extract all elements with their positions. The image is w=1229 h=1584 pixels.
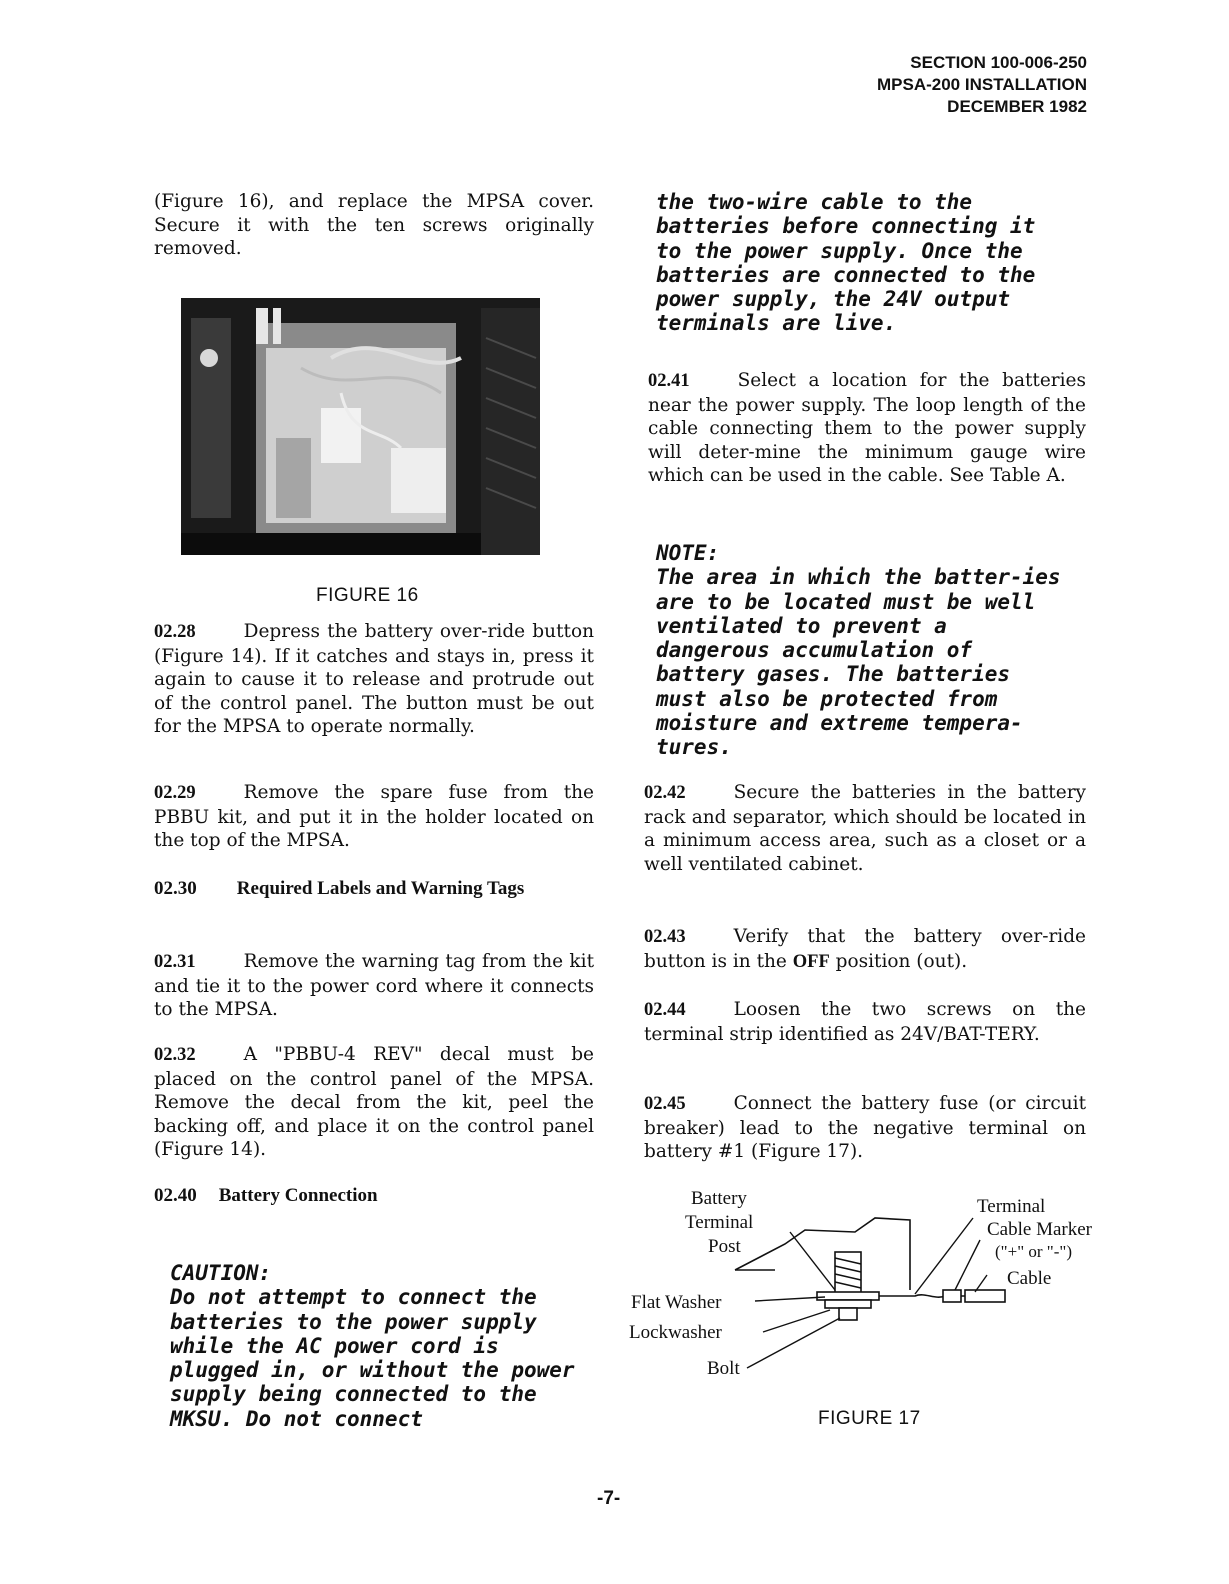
para-0242 [644,781,1086,876]
figure17-caption: FIGURE 17 [818,1408,921,1429]
figure17-diagram [625,1180,1145,1410]
para-0228 [154,620,594,739]
para-number: 02.43 [644,927,686,947]
label-lockwasher: Lockwasher [629,1322,722,1343]
para-0229 [154,781,594,853]
para-number: 02.31 [154,952,196,972]
para-number: 02.29 [154,783,196,803]
para-0241 [648,369,1086,488]
note-label: NOTE: [656,541,720,565]
header-title: MPSA-200 INSTALLATION [877,75,1087,94]
label-cable-marker: Cable Marker [987,1219,1092,1240]
para-text: Secure the batteries in the battery rack and separator, which should be located in a minimum access area, such as a closet or a well ventilated cabinet. [644,782,1086,875]
label-cable: Cable [1007,1268,1052,1289]
caution-continued [656,190,1071,336]
caution-continued-text: the two-wire cable to the batteries before connecting it to the power supply. Once the batteries are connected to the power supply, the 24V output terminals are live. [656,190,1036,336]
left-column-intro [154,190,594,261]
heading-number: 02.40 [154,1185,197,1206]
para-0232 [154,1043,594,1162]
label-bolt: Bolt [707,1358,740,1379]
heading-text: Battery Connection [218,1185,378,1206]
para-text: Remove the spare fuse from the PBBU kit, and put it in the holder located on the top of the MPSA. [154,782,594,852]
para-text: Depress the battery over-ride button (Figure 14). If it catches and stays in, press it again to cause it to release and protrude out of the control panel. The button must be out for the MPSA to operate normally. [154,621,594,738]
para-number: 02.41 [648,371,690,391]
para-text: Select a location for the batteries near the power supply. The loop length of the cable connecting them to the power supply will deter-mine the minimum gauge wire which can be used in the cable. See Table A. [648,370,1086,487]
caution-block [170,1261,590,1431]
caution-text: Do not attempt to connect the batteries to the power supply while the AC power cord is plugged in, or without the power supply being connected to the MKSU. Do not connect [170,1285,575,1431]
para-number: 02.42 [644,783,686,803]
header-date: DECEMBER 1982 [947,97,1087,116]
label-post: Post [708,1236,741,1257]
note-text: The area in which the batter-ies are to be located must be well ventilated to prevent a dangerous accumulation of battery gases. The batteries must also be protected from moisture and extreme tempera-tures. [656,565,1061,760]
para-0243 [644,925,1086,974]
para-text: Verify that the battery over-ride button is in the [644,926,1086,972]
figure16-photo [181,298,540,555]
para-0245 [644,1092,1086,1164]
heading-number: 02.30 [154,878,197,899]
para-number: 02.28 [154,622,196,642]
para-text: Loosen the two screws on the terminal strip identified as 24V/BAT-TERY. [644,999,1086,1045]
para-0231 [154,950,594,1022]
page-number: -7- [597,1488,621,1509]
caution-label: CAUTION: [170,1261,272,1285]
para-text: A "PBBU-4 REV" decal must be placed on the control panel of the MPSA. Remove the decal from the kit, peel the backing off, and place it on the control panel (Figure 14). [154,1044,594,1161]
note-block [656,541,1071,760]
para-number: 02.32 [154,1045,196,1065]
para-0244 [644,998,1086,1046]
heading-0230 [154,877,594,900]
off-keyword: OFF [792,951,830,972]
battery-terminal-drawing [735,1218,1005,1320]
figure16-caption: FIGURE 16 [316,585,419,606]
label-battery: Battery [691,1188,747,1209]
para-number: 02.45 [644,1094,686,1114]
label-flat-washer: Flat Washer [631,1292,722,1313]
page-header [877,52,1087,118]
header-section: SECTION 100-006-250 [910,53,1087,72]
label-terminal: Terminal [685,1212,754,1233]
para-text-end: position (out). [829,950,968,972]
para-text: Remove the warning tag from the kit and tie it to the power cord where it connects to the MPSA. [154,951,594,1021]
para-number: 02.44 [644,1000,686,1020]
label-polarity: ("+" or "-") [995,1242,1072,1261]
heading-0240 [154,1184,594,1207]
intro-paragraph: (Figure 16), and replace the MPSA cover. Secure it with the ten screws originally removed. [154,191,594,260]
label-terminal-right: Terminal [977,1196,1046,1217]
para-text: Connect the battery fuse (or circuit breaker) lead to the negative terminal on battery #1 (Figure 17). [644,1093,1086,1163]
heading-text: Required Labels and Warning Tags [236,878,525,899]
